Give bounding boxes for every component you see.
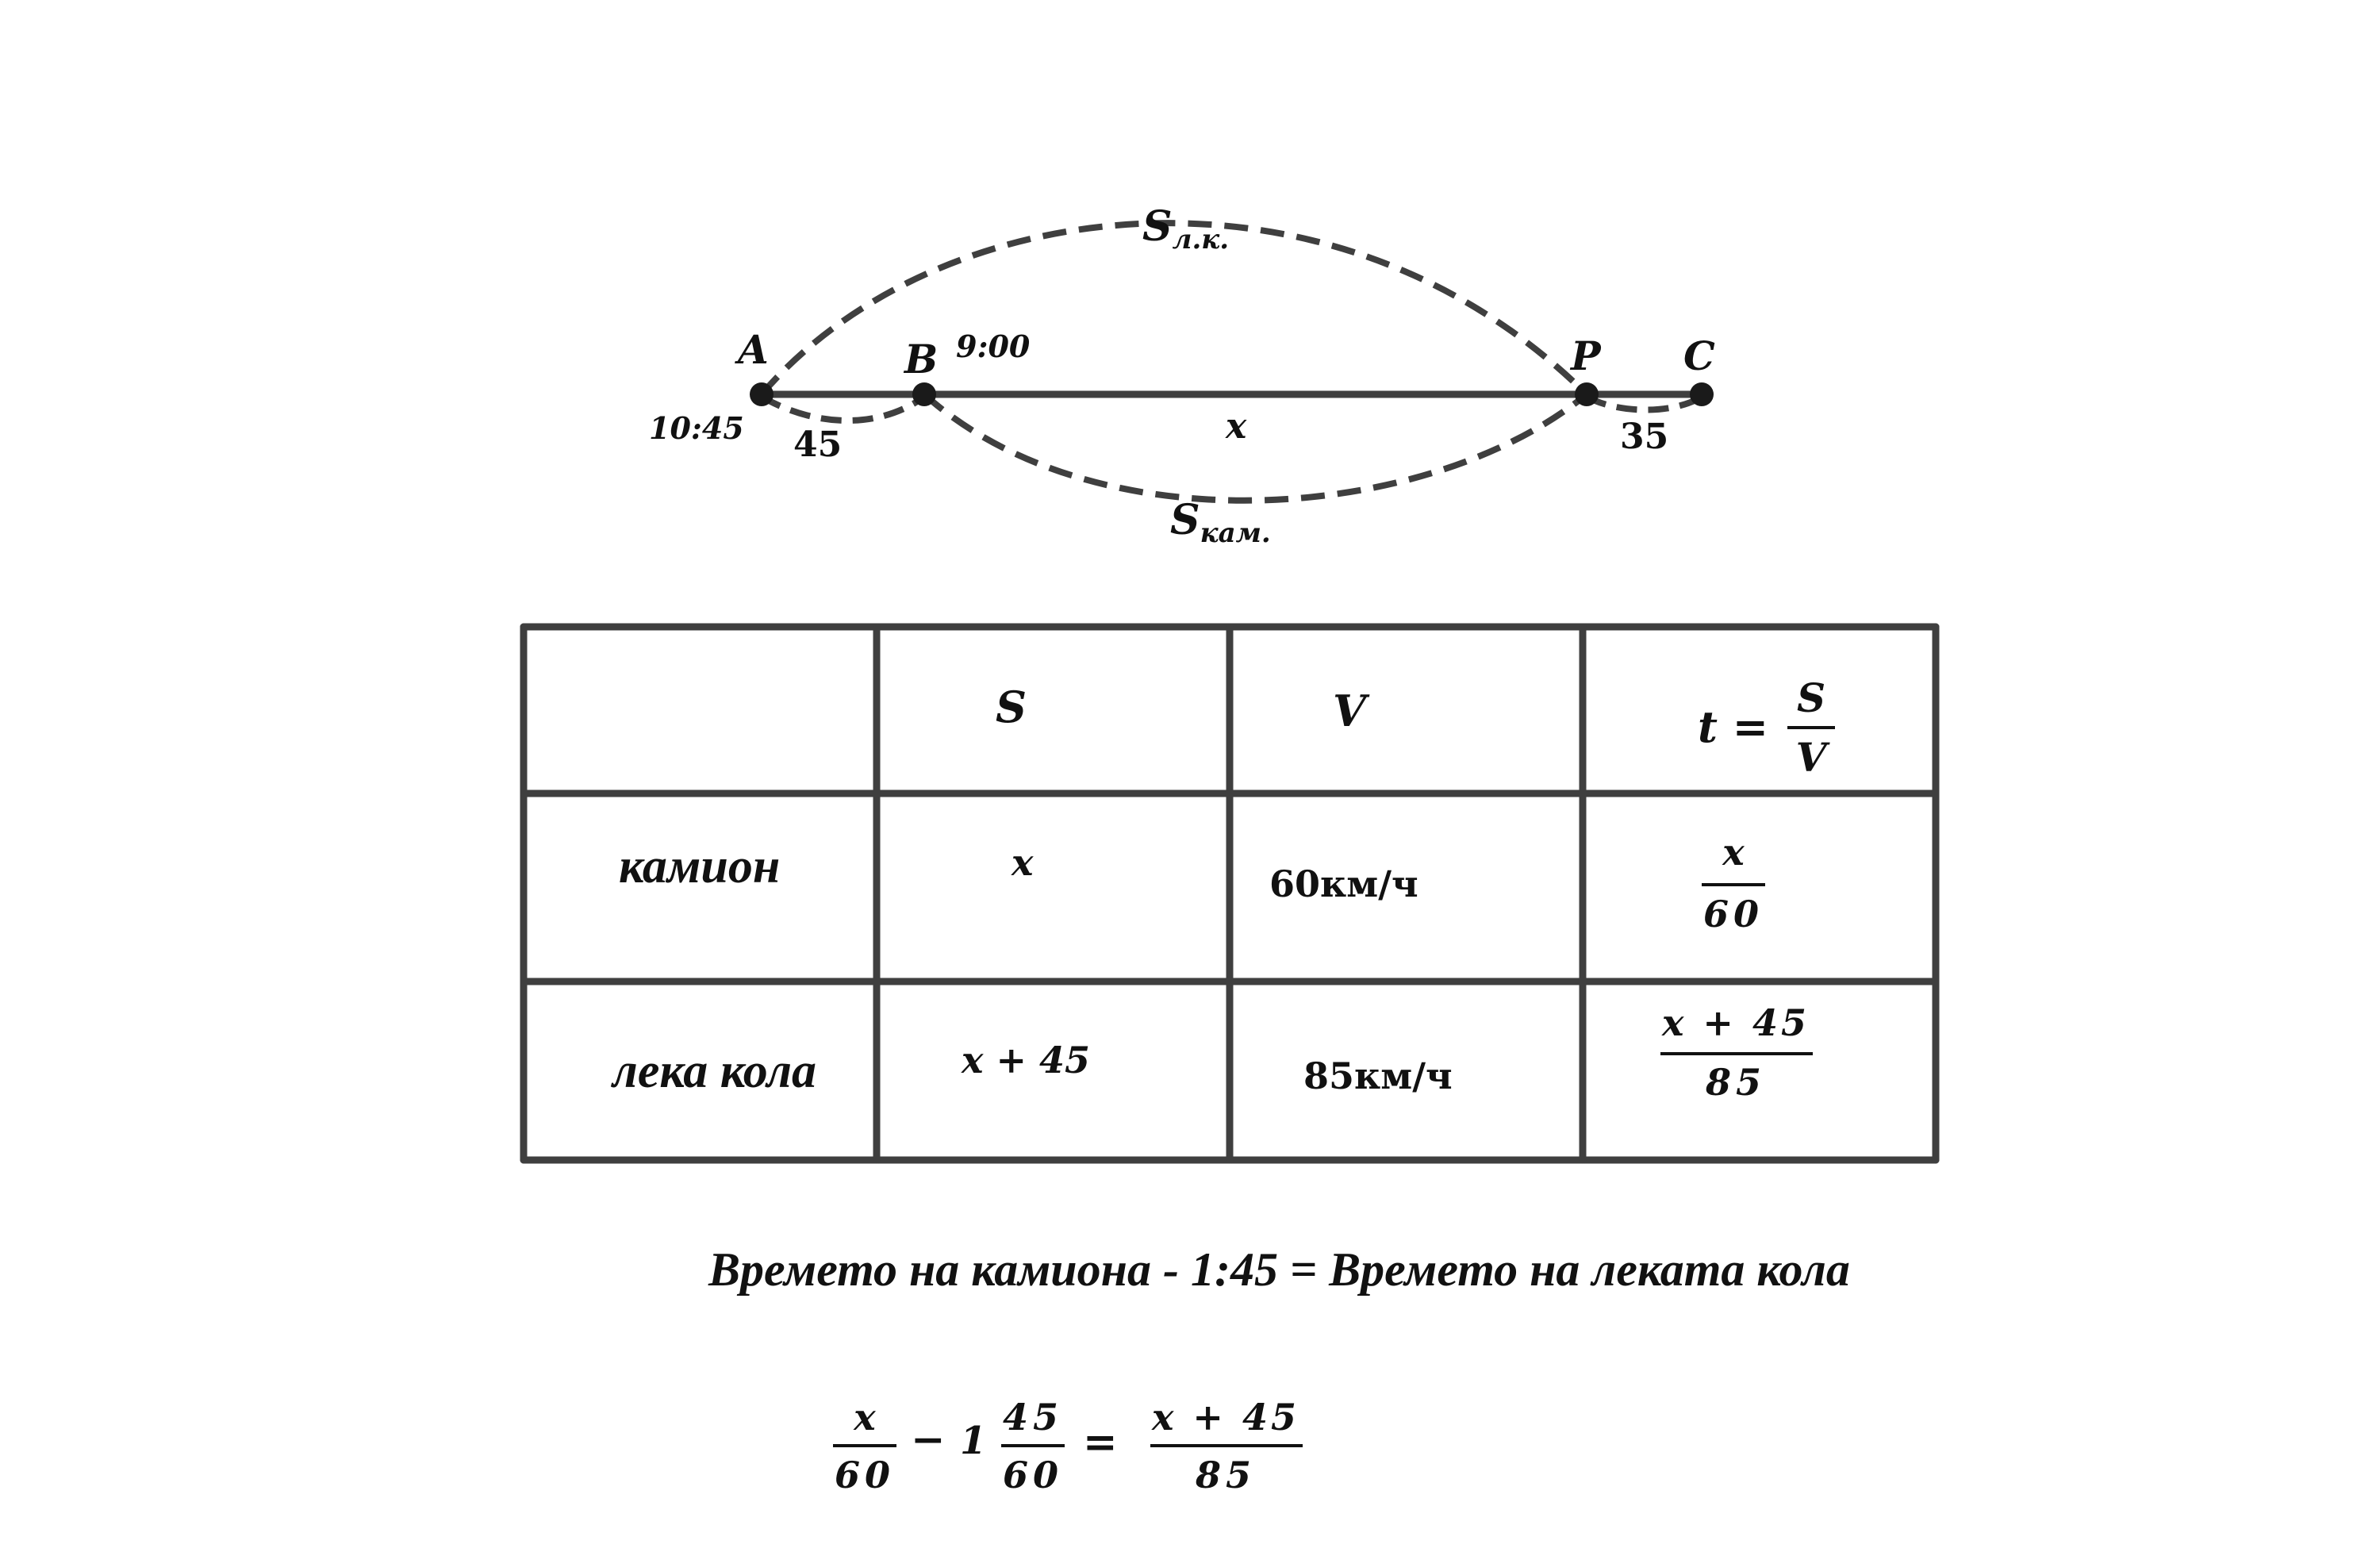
car-distance-main: S xyxy=(1142,202,1173,251)
truck-distance-sub: кам. xyxy=(1200,517,1271,549)
header-s: S xyxy=(996,682,1027,732)
eq-frac1-denominator: 60 xyxy=(834,1454,896,1496)
row-car-t-numerator: x + 45 xyxy=(1661,1001,1810,1044)
eq-minus: − xyxy=(911,1416,946,1464)
row-car-v: 85км/ч xyxy=(1303,1055,1453,1097)
row-truck-name: камион xyxy=(619,839,781,893)
segment-ab-label: 45 xyxy=(793,424,843,465)
row-truck-s: x xyxy=(1012,841,1034,884)
row-truck-t-denominator: 60 xyxy=(1702,893,1764,935)
time-at-a: 10:45 xyxy=(649,410,744,446)
row-car-name: лека кола xyxy=(612,1044,817,1098)
point-a xyxy=(750,382,774,406)
word-equation-statement: Времето на камиона - 1:45 = Времето на леката кола xyxy=(708,1243,1850,1296)
pc-brace-arc xyxy=(1587,397,1702,410)
eq-frac2-denominator: 60 xyxy=(1002,1454,1064,1496)
segment-bp-label: x xyxy=(1226,406,1247,447)
eq-frac3-denominator: 85 xyxy=(1195,1454,1257,1496)
row-truck-v: 60км/ч xyxy=(1269,862,1418,905)
eq-frac3-numerator: x + 45 xyxy=(1151,1396,1300,1439)
car-distance-sub: л.к. xyxy=(1172,224,1230,255)
truck-path-arc xyxy=(924,394,1587,501)
row-car-s: x + 45 xyxy=(962,1039,1091,1081)
truck-distance-main: S xyxy=(1170,496,1200,544)
label-p: P xyxy=(1571,332,1601,379)
row-truck-t-numerator: x xyxy=(1722,831,1745,874)
ab-brace-arc xyxy=(762,397,924,421)
header-v: V xyxy=(1333,686,1366,736)
header-t-numerator: S xyxy=(1796,674,1826,721)
eq-frac2-numerator: 45 xyxy=(1002,1396,1064,1439)
car-distance-label xyxy=(1142,202,1229,255)
row-car-t-denominator: 85 xyxy=(1705,1061,1767,1104)
label-a: A xyxy=(738,326,769,373)
time-at-b: 9:00 xyxy=(956,328,1031,364)
label-c: C xyxy=(1683,332,1715,379)
label-b: B xyxy=(904,336,939,382)
equation xyxy=(833,1396,1303,1496)
point-b xyxy=(912,382,936,406)
eq-equals: = xyxy=(1083,1418,1118,1466)
eq-frac1-numerator: x xyxy=(854,1396,876,1439)
point-c xyxy=(1690,382,1714,406)
route-diagram xyxy=(649,202,1715,549)
data-table xyxy=(524,627,1936,1160)
header-t-lhs: t = xyxy=(1698,701,1768,752)
eq-whole-number: 1 xyxy=(960,1419,987,1463)
truck-distance-label xyxy=(1170,496,1271,549)
header-t-denominator: V xyxy=(1795,734,1827,781)
point-p xyxy=(1575,382,1599,406)
segment-pc-label: 35 xyxy=(1620,417,1669,457)
